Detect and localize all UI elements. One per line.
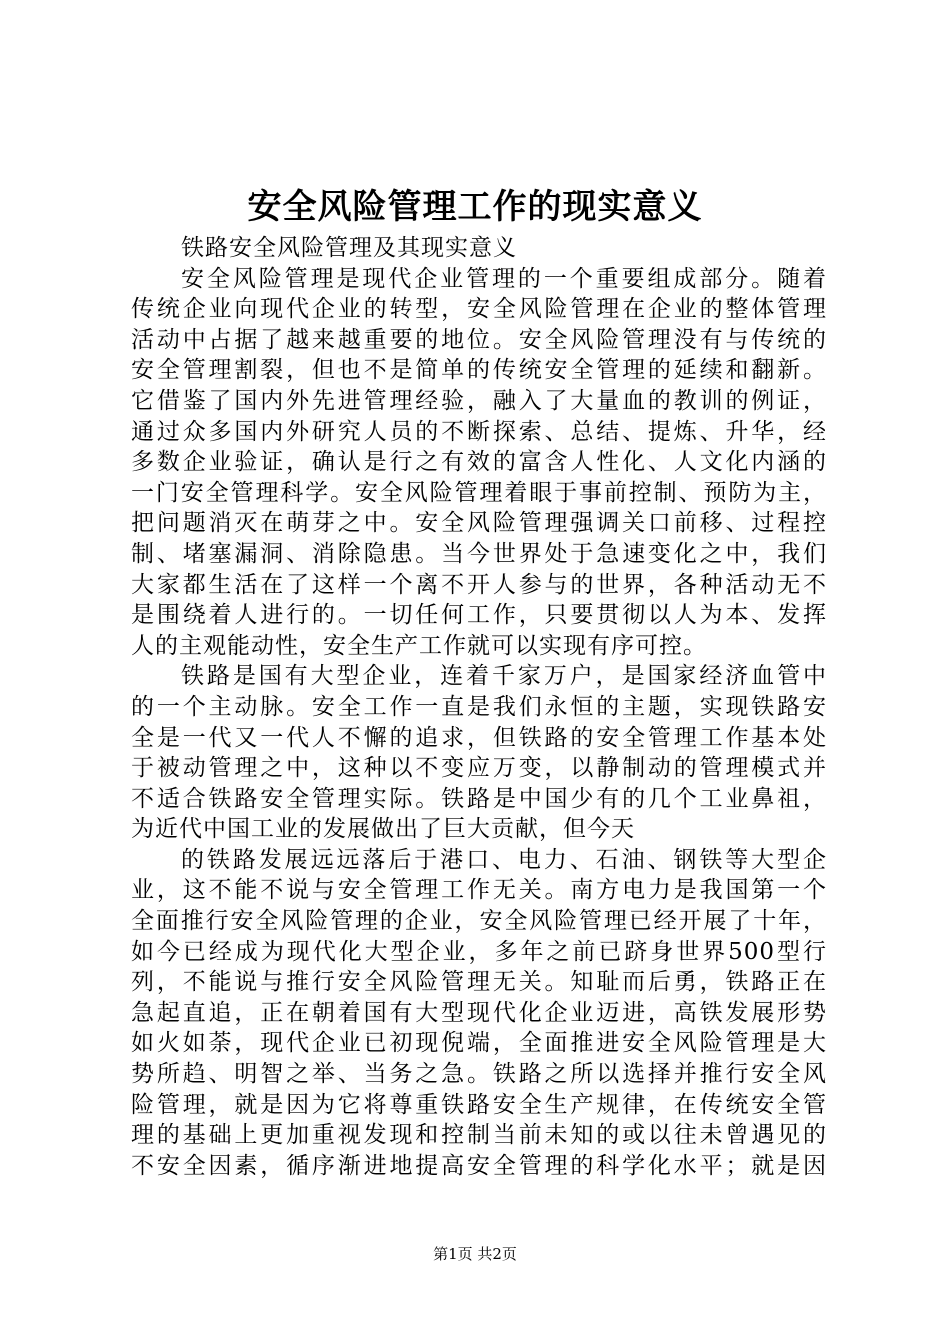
text-line: 制、堵塞漏洞、消除隐患。当今世界处于急速变化之中，我们 bbox=[131, 540, 827, 567]
text-line: 大家都生活在了这样一个离不开人参与的世界，各种活动无不 bbox=[131, 571, 827, 598]
text-line: 的铁路发展远远落后于港口、电力、石油、钢铁等大型企 bbox=[181, 846, 827, 873]
text-line: 它借鉴了国内外先进管理经验，融入了大量血的教训的例证， bbox=[131, 387, 827, 414]
text-line: 人的主观能动性，安全生产工作就可以实现有序可控。 bbox=[131, 632, 707, 659]
text-line: 为近代中国工业的发展做出了巨大贡献，但今天 bbox=[131, 816, 635, 843]
subtitle-line: 铁路安全风险管理及其现实意义 bbox=[181, 235, 517, 261]
text-line: 多数企业验证，确认是行之有效的富含人性化、人文化内涵的 bbox=[131, 449, 827, 476]
page-number: 第1页 共2页 bbox=[433, 1245, 517, 1263]
text-line: 理的基础上更加重视发现和控制当前未知的或以往未曾遇见的 bbox=[131, 1122, 827, 1149]
text-line: 传统企业向现代企业的转型，安全风险管理在企业的整体管理 bbox=[131, 296, 827, 323]
text-line: 不安全因素，循序渐进地提高安全管理的科学化水平；就是因 bbox=[131, 1152, 827, 1179]
text-line: 全面推行安全风险管理的企业，安全风险管理已经开展了十年， bbox=[131, 908, 827, 935]
text-line: 险管理，就是因为它将尊重铁路安全生产规律，在传统安全管 bbox=[131, 1091, 827, 1118]
text-line: 通过众多国内外研究人员的不断探索、总结、提炼、升华，经 bbox=[131, 418, 827, 445]
text-line: 业，这不能不说与安全管理工作无关。南方电力是我国第一个 bbox=[131, 877, 827, 904]
text-line: 急起直追，正在朝着国有大型现代化企业迈进，高铁发展形势 bbox=[131, 999, 827, 1026]
text-line: 列，不能说与推行安全风险管理无关。知耻而后勇，铁路正在 bbox=[131, 969, 827, 996]
text-line: 安全风险管理是现代企业管理的一个重要组成部分。随着 bbox=[181, 265, 827, 292]
text-line: 安全管理割裂，但也不是简单的传统安全管理的延续和翻新。 bbox=[131, 357, 827, 384]
document-title: 安全风险管理工作的现实意义 bbox=[247, 187, 703, 227]
text-line: 如今已经成为现代化大型企业，多年之前已跻身世界500型行 bbox=[131, 938, 827, 965]
document-body bbox=[131, 233, 827, 1181]
text-line: 一门安全管理科学。安全风险管理着眼于事前控制、预防为主， bbox=[131, 479, 827, 506]
page-footer bbox=[0, 1243, 950, 1265]
text-line: 铁路是国有大型企业，连着千家万户，是国家经济血管中 bbox=[181, 663, 827, 690]
text-line: 于被动管理之中，这种以不变应万变，以静制动的管理模式并 bbox=[131, 755, 827, 782]
text-line: 全是一代又一代人不懈的追求，但铁路的安全管理工作基本处 bbox=[131, 724, 827, 751]
text-line: 如火如荼，现代企业已初现倪端，全面推进安全风险管理是大 bbox=[131, 1030, 827, 1057]
text-line: 势所趋、明智之举、当务之急。铁路之所以选择并推行安全风 bbox=[131, 1061, 827, 1088]
text-line: 是围绕着人进行的。一切任何工作，只要贯彻以人为本、发挥 bbox=[131, 602, 827, 629]
text-line: 活动中占据了越来越重要的地位。安全风险管理没有与传统的 bbox=[131, 326, 827, 353]
text-line: 把问题消灭在萌芽之中。安全风险管理强调关口前移、过程控 bbox=[131, 510, 827, 537]
text-line: 不适合铁路安全管理实际。铁路是中国少有的几个工业鼻祖， bbox=[131, 785, 827, 812]
text-line: 的一个主动脉。安全工作一直是我们永恒的主题，实现铁路安 bbox=[131, 693, 827, 720]
